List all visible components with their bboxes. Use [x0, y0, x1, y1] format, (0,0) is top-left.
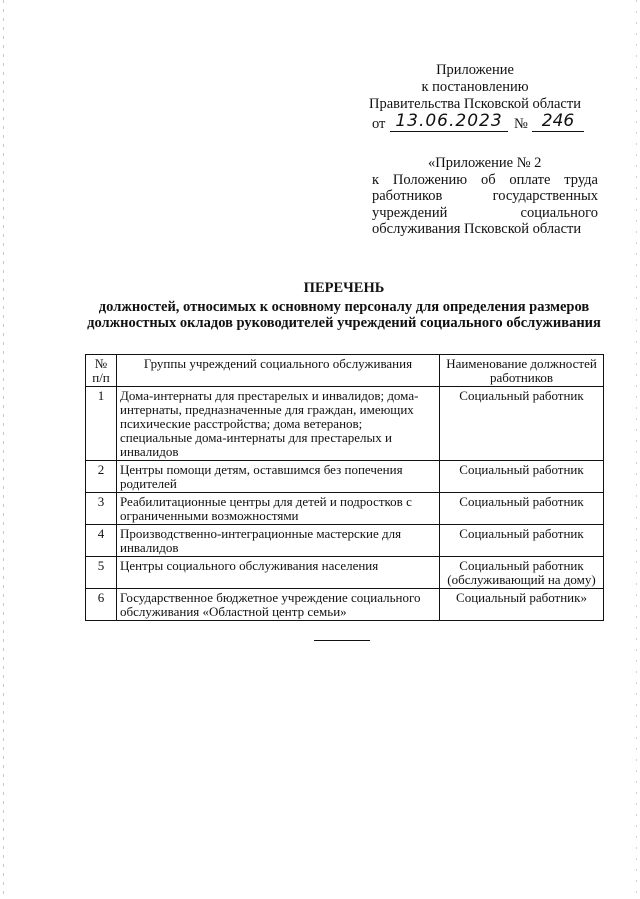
- row-position: Социальный работник: [440, 493, 604, 525]
- document-heading: [70, 280, 618, 332]
- appendix-2-block: [372, 155, 598, 238]
- table-header-row: [86, 355, 604, 387]
- appendix-block: [355, 62, 595, 113]
- row-num: 6: [86, 589, 117, 621]
- row-group: Центры помощи детям, оставшимся без попечения родителей: [117, 461, 440, 493]
- row-position: Социальный работник»: [440, 589, 604, 621]
- table-row: [86, 589, 604, 621]
- resolution-date: 13.06.2023: [390, 112, 508, 132]
- appendix-line-3: Правительства Псковской области: [369, 96, 581, 112]
- header-num: № п/п: [86, 355, 117, 387]
- appendix-2-title: «Приложение № 2: [428, 155, 542, 171]
- row-num: 5: [86, 557, 117, 589]
- header-position: Наименование должностей работников: [440, 355, 604, 387]
- header-group: Группы учреждений социального обслуживания: [117, 355, 440, 387]
- appendix-2-body: к Положению об оплате труда работников государственных учреждений социального обслуживания Псковской области: [372, 171, 598, 237]
- table-row: [86, 387, 604, 461]
- row-group: Дома-интернаты для престарелых и инвалидов; дома-интернаты, предназначенные для граждан, имеющих психические расстройства; дома ветеранов; специальные дома-интернаты для престарелых и инвалидов: [117, 387, 440, 461]
- row-position: Социальный работник: [440, 387, 604, 461]
- row-position: Социальный работник (обслуживающий на дому): [440, 557, 604, 589]
- table-row: [86, 493, 604, 525]
- number-prefix: №: [514, 116, 528, 132]
- resolution-number: 246: [532, 112, 584, 132]
- row-group: Производственно-интеграционные мастерские для инвалидов: [117, 525, 440, 557]
- row-position: Социальный работник: [440, 525, 604, 557]
- resolution-date-line: [372, 112, 587, 134]
- row-num: 2: [86, 461, 117, 493]
- end-of-document-line: [314, 640, 370, 641]
- positions-table: [85, 354, 604, 621]
- table-row: [86, 461, 604, 493]
- scan-edge-left: [3, 0, 4, 899]
- row-group: Реабилитационные центры для детей и подростков с ограниченными возможностями: [117, 493, 440, 525]
- row-num: 4: [86, 525, 117, 557]
- row-position: Социальный работник: [440, 461, 604, 493]
- table-row: [86, 525, 604, 557]
- table-row: [86, 557, 604, 589]
- scan-edge-right: [636, 0, 637, 899]
- heading-title: ПЕРЕЧЕНЬ: [303, 280, 385, 296]
- row-group: Государственное бюджетное учреждение социального обслуживания «Областной центр семьи»: [117, 589, 440, 621]
- row-num: 1: [86, 387, 117, 461]
- heading-subtitle: должностей, относимых к основному персоналу для определения размеров должностных окладов руководителей учреждений социального обслуживания: [87, 298, 601, 331]
- row-group: Центры социального обслуживания населения: [117, 557, 440, 589]
- row-num: 3: [86, 493, 117, 525]
- appendix-line-2: к постановлению: [421, 79, 529, 95]
- date-prefix: от: [372, 116, 386, 132]
- appendix-line-1: Приложение: [436, 62, 514, 78]
